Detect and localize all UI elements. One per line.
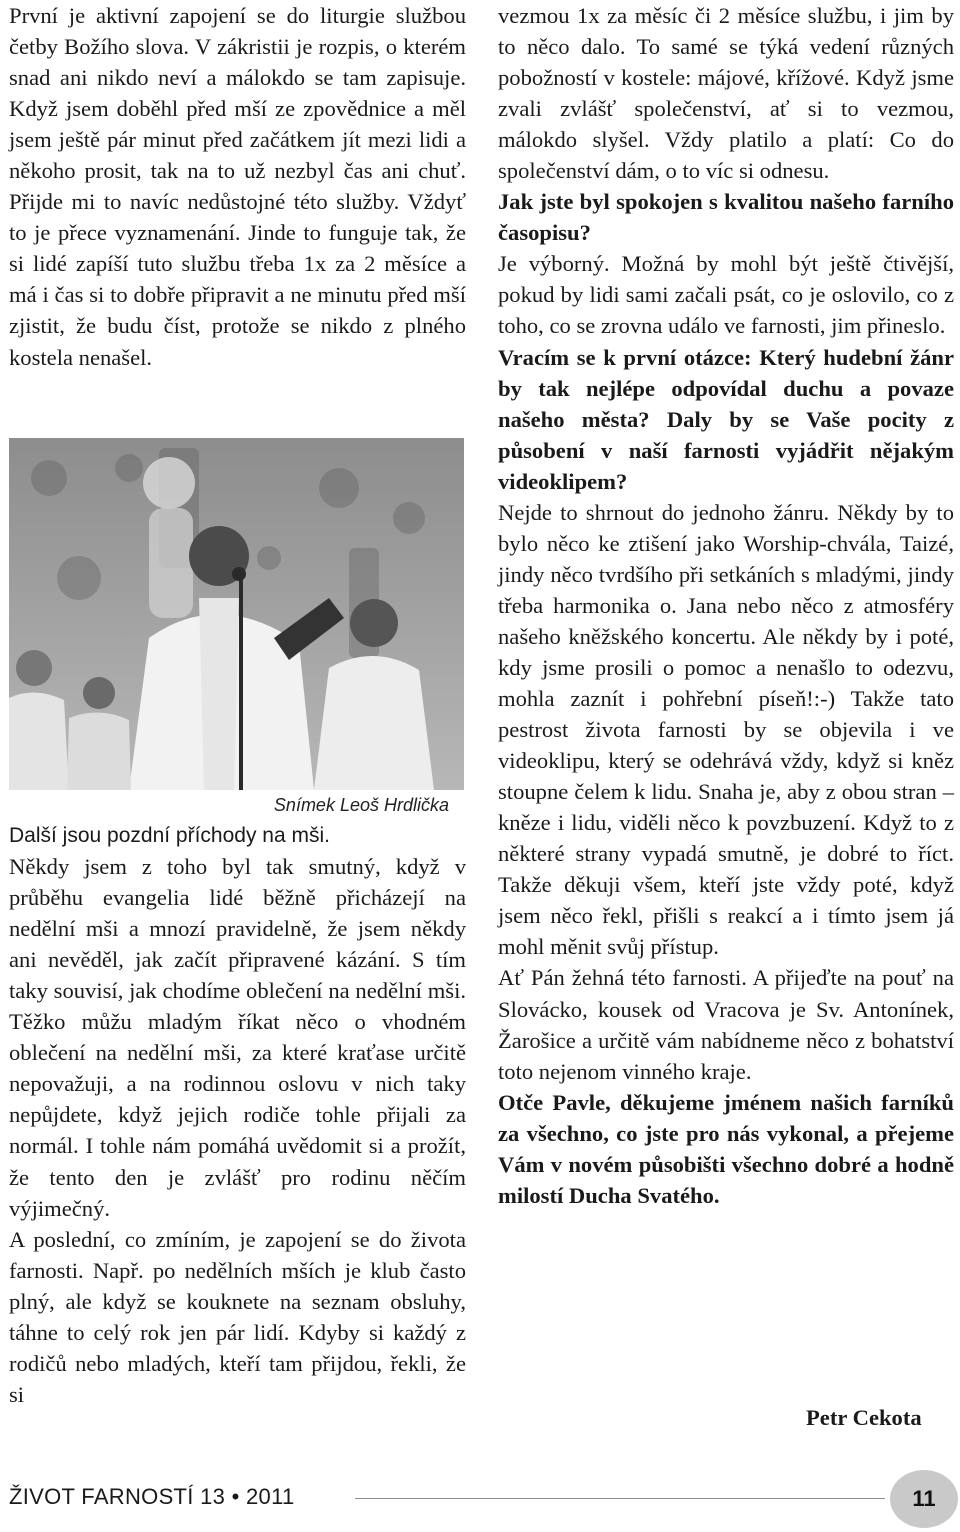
church-scene-image	[9, 438, 464, 790]
photo-caption: Snímek Leoš Hrdlička	[273, 795, 449, 815]
closing-thanks: Otče Pavle, děkujeme jménem našich farníků za všechno, co jste pro nás vykonal, a přejeme Vám v novém působišti všechno dobré a hodně milostí Ducha Svatého.	[498, 1089, 954, 1208]
late-arrivals-paragraph: Někdy jsem z toho byl tak smutný, když v průběhu evangelia lidé běžně přicházejí na nedělní mši a mnozí pravidelně, že jsem někdy ani nevěděl, jak začít připravené kázání. S tím taky souvisí, jak chodíme oblečení na nedělní mši. Těžko můžu mladým říkat něco o vhodném oblečení na nedělní mši, za které kraťase určitě nepovažuji, a na rodinnou oslovu v nich taky nepůjdete, když jejich rodiče tohle přijali za normál. I tohle nám pomáhá uvědomit si a prožít, že tento den je zvlášť pro rodinu něčím výjimečný.	[9, 854, 466, 1221]
answer-music-genre: Nejde to shrnout do jednoho žánru. Někdy by to bylo něco ke ztišení jako Worship-chvála, Taizé, jindy něco tvrdšího při setkáních s mladými, jindy třeba harmonika o. Jana nebo něco z atmosféry našeho kněžského koncertu. Ale někdy by i poté, kdy jsme prosili o pomoc a nenašlo to odezvu, mohla zaznít i pohřební píseň!:-) Takže tato pestrost života farnosti by se objevila i ve videoklipu, který se odehrává vždy, když si kněz stoupne čelem k lidu. Snaha je, aby z obou stran – kněze i lidu, viděli něco k povzbuzení. Když to z některé strany vypadá smutně, je dobré to říct. Takže děkuji všem, kteří jste vždy poté, když jsem něco řekl, přišli s reakcí a i tímto jsem já mohl měnit svůj přístup.	[498, 499, 954, 960]
left-column-bottom	[9, 820, 466, 1410]
continuation-paragraph: vezmou 1x za měsíc či 2 měsíce službu, i jim by to něco dalo. To samé se týká vedení různých pobožností v kostele: májové, křížové. Když jsme zvali zvlášť společenství, ať si to vezmou, málokdo slyšel. Vždy platilo a platí: Co do společenství dám, o to víc si odnesu.	[498, 3, 954, 184]
footer-rule	[355, 1498, 885, 1499]
article-photo	[9, 438, 464, 790]
question-magazine: Jak jste byl spokojen s kvalitou našeho farního časopisu?	[498, 189, 954, 246]
page-number: 11	[912, 1486, 936, 1511]
left-column-top	[9, 0, 466, 373]
section-lead: Další jsou pozdní příchody na mši.	[9, 824, 330, 847]
question-music-genre: Vracím se k první otázce: Který hudební žánr by tak nejlépe odpovídal duchu a povaze našeho města? Daly by se Vaše pocity z působení v naší farnosti vyjádřit nějakým videoklipem?	[498, 344, 954, 494]
answer-magazine: Je výborný. Možná by mohl být ještě čtivější, pokud by lidi sami začali psát, co je oslovilo, co z toho, co se zrovna událo ve farnosti, jim přineslo.	[498, 251, 954, 339]
author-signature: Petr Cekota	[806, 1405, 922, 1430]
blessing-paragraph: Ať Pán žehná této farnosti. A přijeďte na pouť na Slovácko, kousek od Vracova je Sv. Antonínek, Žarošice a určitě vám nabídneme něco z bohatství toto nejenom vinného kraje.	[498, 965, 954, 1084]
parish-life-paragraph: A poslední, co zmíním, je zapojení se do života farnosti. Např. po nedělních mších je klub často plný, ale když se kouknete na seznam obsluhy, táhne to celý rok jen pár lidí. Kdyby si každý z rodičů nebo mladých, kteří tam přijdou, řekli, že si	[9, 1226, 466, 1407]
intro-paragraph: První je aktivní zapojení se do liturgie službou četby Božího slova. V zákristii je rozpis, o kterém snad ani nikdo neví a málokdo se tam zapisuje. Když jsem doběhl před mší ze zpovědnice a měl jsem ještě pár minut před začátkem jít mezi lidi a někoho prosit, tak na to už nezbyl čas ani chuť. Přijde mi to navíc nedůstojné této služby. Vždyť to je přece vyznamenání. Jinde to funguje tak, že si lidé zapíší tuto službu třeba 1x za 2 měsíce a má i čas si to dobře připravit a ne minutu před mší zjistit, že budu číst, protože se nikdo z plného kostela nenašel.	[9, 3, 466, 370]
right-column	[498, 0, 954, 1211]
magazine-footer-title: ŽIVOT FARNOSTÍ 13 • 2011	[9, 1484, 295, 1509]
page-number-badge	[890, 1470, 958, 1528]
